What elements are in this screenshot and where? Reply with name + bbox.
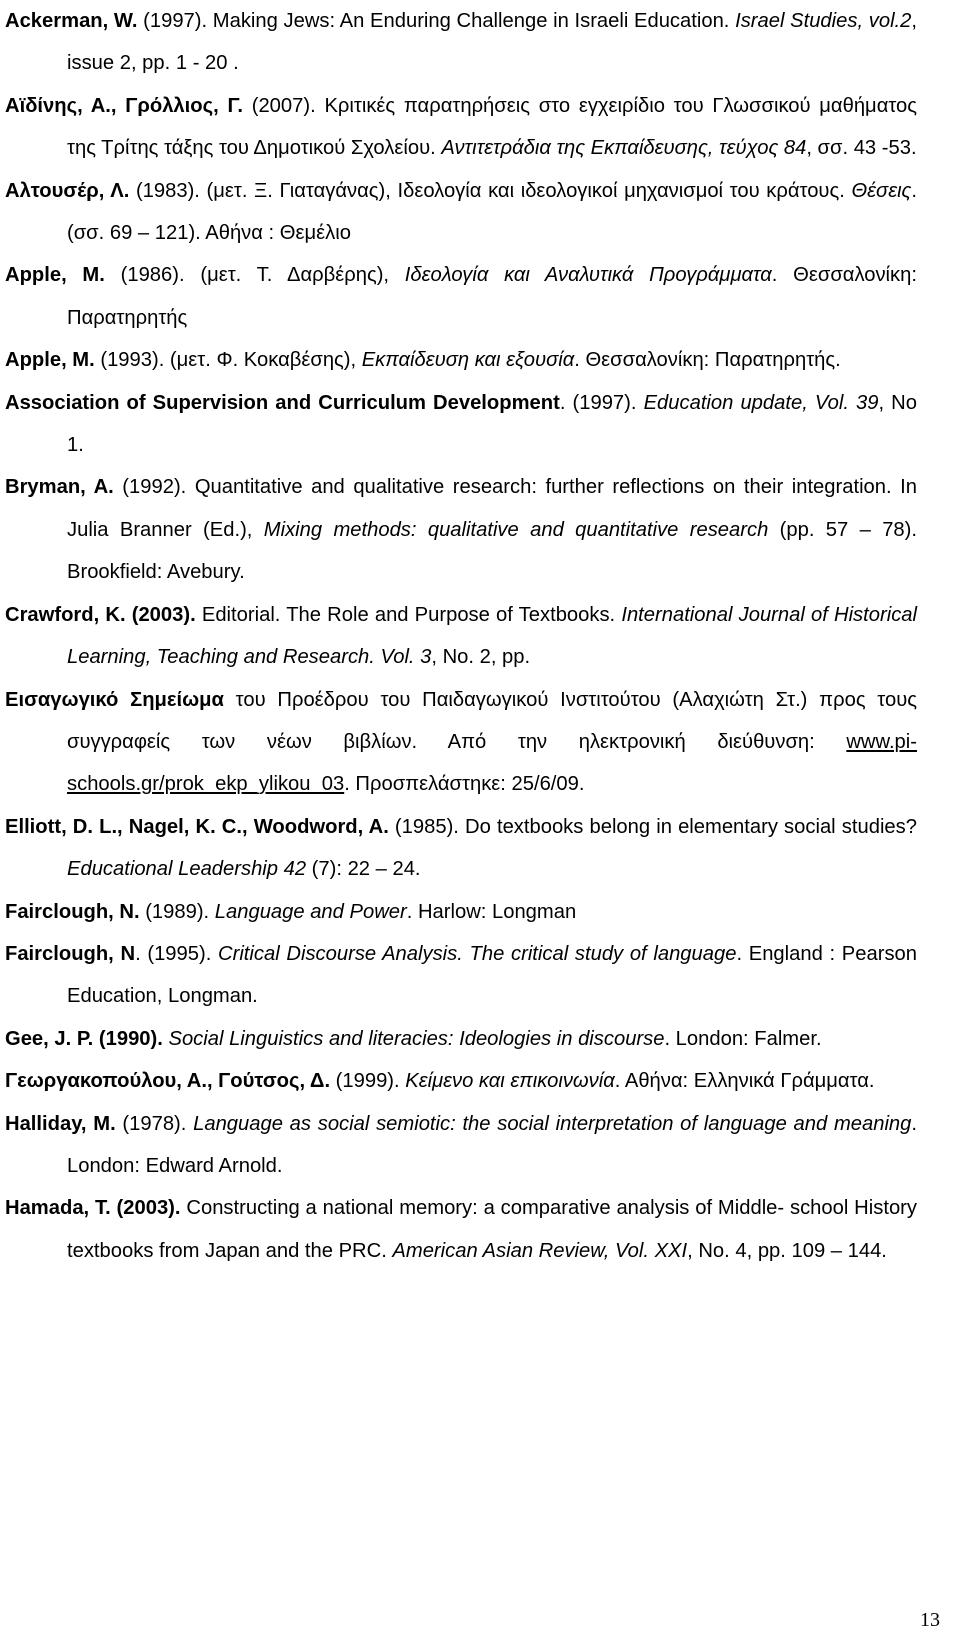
reference-title: Social Linguistics and literacies: Ideologies in discourse xyxy=(168,1027,665,1050)
reference-entry xyxy=(5,679,917,806)
reference-entry xyxy=(5,1018,917,1060)
reference-link[interactable]: www.pi-schools.gr/prok_ekp_ylikou_03 xyxy=(67,730,917,796)
reference-text: . London: Falmer. xyxy=(664,1027,822,1050)
reference-title: Θέσεις xyxy=(851,179,912,202)
reference-title: International Journal of Historical Learning, Teaching and Research. Vol. 3 xyxy=(67,603,917,669)
reference-author: Γεωργακοπούλου, Α., Γούτσος, Δ. xyxy=(5,1070,331,1093)
reference-entry xyxy=(5,933,917,1018)
reference-entry xyxy=(5,85,917,170)
reference-text: (2007). Κριτικές παρατηρήσεις στο εγχειρίδιο του Γλωσσικού μαθήματος της Τρίτης τάξης του Δημοτικού Σχολείου. xyxy=(67,94,918,160)
reference-text: (1986). (μετ. Τ. Δαρβέρης), xyxy=(104,264,405,287)
reference-title: Educational Leadership 42 xyxy=(67,858,307,881)
reference-author: Apple, M. xyxy=(5,264,105,287)
reference-text: Constructing a national memory: a comparative analysis of Middle- school History textbooks from Japan and the PRC. xyxy=(67,1197,917,1262)
reference-text: . England : Pearson Education, Longman. xyxy=(67,942,917,1008)
reference-author: Fairclough, N. xyxy=(5,900,140,923)
reference-title: Education update, Vol. 39 xyxy=(643,391,879,414)
reference-author: Αλτουσέρ, Λ. xyxy=(5,179,130,202)
reference-text: . Θεσσαλονίκη: Παρατηρητής xyxy=(67,264,917,329)
reference-author: Εισαγωγικό Σημείωμα xyxy=(5,688,224,711)
reference-entry xyxy=(5,170,917,255)
reference-text: . (1997). xyxy=(559,391,644,414)
reference-text: (1999). xyxy=(330,1070,406,1093)
reference-entry xyxy=(5,806,917,891)
reference-title: Critical Discourse Analysis. The critical study of language xyxy=(218,942,737,965)
reference-text: , issue 2, pp. 1 - 20 . xyxy=(67,10,917,75)
reference-entry xyxy=(5,0,917,85)
reference-text: . (1995). xyxy=(135,942,219,965)
reference-author: Hamada, T. (2003). xyxy=(5,1197,181,1220)
reference-entry xyxy=(5,1103,917,1188)
reference-author: Αϊδίνης, Α., Γρόλλιος, Γ. xyxy=(5,94,243,117)
reference-title: Ιδεολογία και Αναλυτικά Προγράμματα xyxy=(404,264,772,287)
page-number: 13 xyxy=(920,1609,940,1631)
reference-entry xyxy=(5,382,917,467)
reference-author: Fairclough, N xyxy=(5,942,136,965)
reference-author: Elliott, D. L., Nagel, K. C., Woodword, A. xyxy=(5,815,389,838)
reference-text: (pp. 57 – 78). Brookfield: Avebury. xyxy=(67,518,917,584)
reference-author: Ackerman, W. xyxy=(5,10,138,32)
reference-title: Language and Power xyxy=(214,900,407,923)
reference-text: . Harlow: Longman xyxy=(406,900,577,923)
reference-text: (1992). Quantitative and qualitative research: further reflections on their integration. In Julia Branner (Ed.), xyxy=(67,476,917,541)
reference-entry xyxy=(5,594,917,679)
reference-author: Association of Supervision and Curriculum Development xyxy=(5,391,560,414)
reference-text: . London: Edward Arnold. xyxy=(67,1112,917,1177)
reference-title: Language as social semiotic: the social interpretation of language and meaning xyxy=(193,1112,912,1135)
reference-text: (7): 22 – 24. xyxy=(306,858,421,881)
reference-text: (1989). xyxy=(139,900,215,923)
reference-title: Αντιτετράδια της Εκπαίδευσης, τεύχος 84 xyxy=(441,137,807,160)
reference-title: Κείμενο και επικοινωνία xyxy=(405,1070,615,1093)
reference-author: Crawford, K. (2003). xyxy=(5,603,196,626)
reference-text: Editorial. The Role and Purpose of Textbooks. xyxy=(195,603,622,626)
reference-text: . (σσ. 69 – 121). Αθήνα : Θεμέλιο xyxy=(67,179,917,245)
reference-text: , σσ. 43 -53. xyxy=(806,137,917,160)
reference-text: (1978). xyxy=(115,1112,194,1135)
reference-title: Εκπαίδευση και εξουσία xyxy=(361,349,575,372)
reference-author: Bryman, A. xyxy=(5,476,114,499)
reference-author: Apple, M. xyxy=(5,349,95,372)
reference-text: (1997). Making Jews: An Enduring Challenge in Israeli Education. xyxy=(137,10,736,32)
reference-title: Israel Studies, vol.2 xyxy=(735,10,912,32)
reference-text: του Προέδρου του Παιδαγωγικού Ινστιτούτου (Αλαχιώτη Στ.) προς τους συγγραφείς των νέων βιβλίων. Από την ηλεκτρονική διεύθυνση: xyxy=(67,688,917,753)
reference-text: , No. 4, pp. 109 – 144. xyxy=(687,1239,887,1262)
reference-author: Halliday, M. xyxy=(5,1112,116,1135)
reference-text: (1993). (μετ. Φ. Κοκαβέσης), xyxy=(94,349,362,372)
reference-entry xyxy=(5,339,917,381)
reference-list xyxy=(5,0,917,1272)
reference-title: Mixing methods: qualitative and quantitative research xyxy=(263,518,769,541)
reference-entry xyxy=(5,1187,917,1272)
reference-text: , No 1. xyxy=(67,391,917,457)
reference-text: . Προσπελάστηκε: 25/6/09. xyxy=(344,773,585,796)
reference-text: . Αθήνα: Ελληνικά Γράμματα. xyxy=(614,1070,875,1093)
reference-entry xyxy=(5,891,917,933)
reference-title: American Asian Review, Vol. XXI xyxy=(392,1239,688,1262)
reference-text: (1985). Do textbooks belong in elementary social studies? xyxy=(388,815,917,838)
reference-text: , No. 2, pp. xyxy=(431,646,531,669)
reference-entry xyxy=(5,254,917,339)
reference-entry xyxy=(5,1060,917,1102)
reference-text: . Θεσσαλονίκη: Παρατηρητής. xyxy=(574,349,841,372)
reference-text: (1983). (μετ. Ξ. Γιαταγάνας), Ιδεολογία και ιδεολογικοί μηχανισμοί του κράτους. xyxy=(129,179,852,202)
reference-author: Gee, J. P. (1990). xyxy=(5,1027,163,1050)
reference-entry xyxy=(5,466,917,593)
